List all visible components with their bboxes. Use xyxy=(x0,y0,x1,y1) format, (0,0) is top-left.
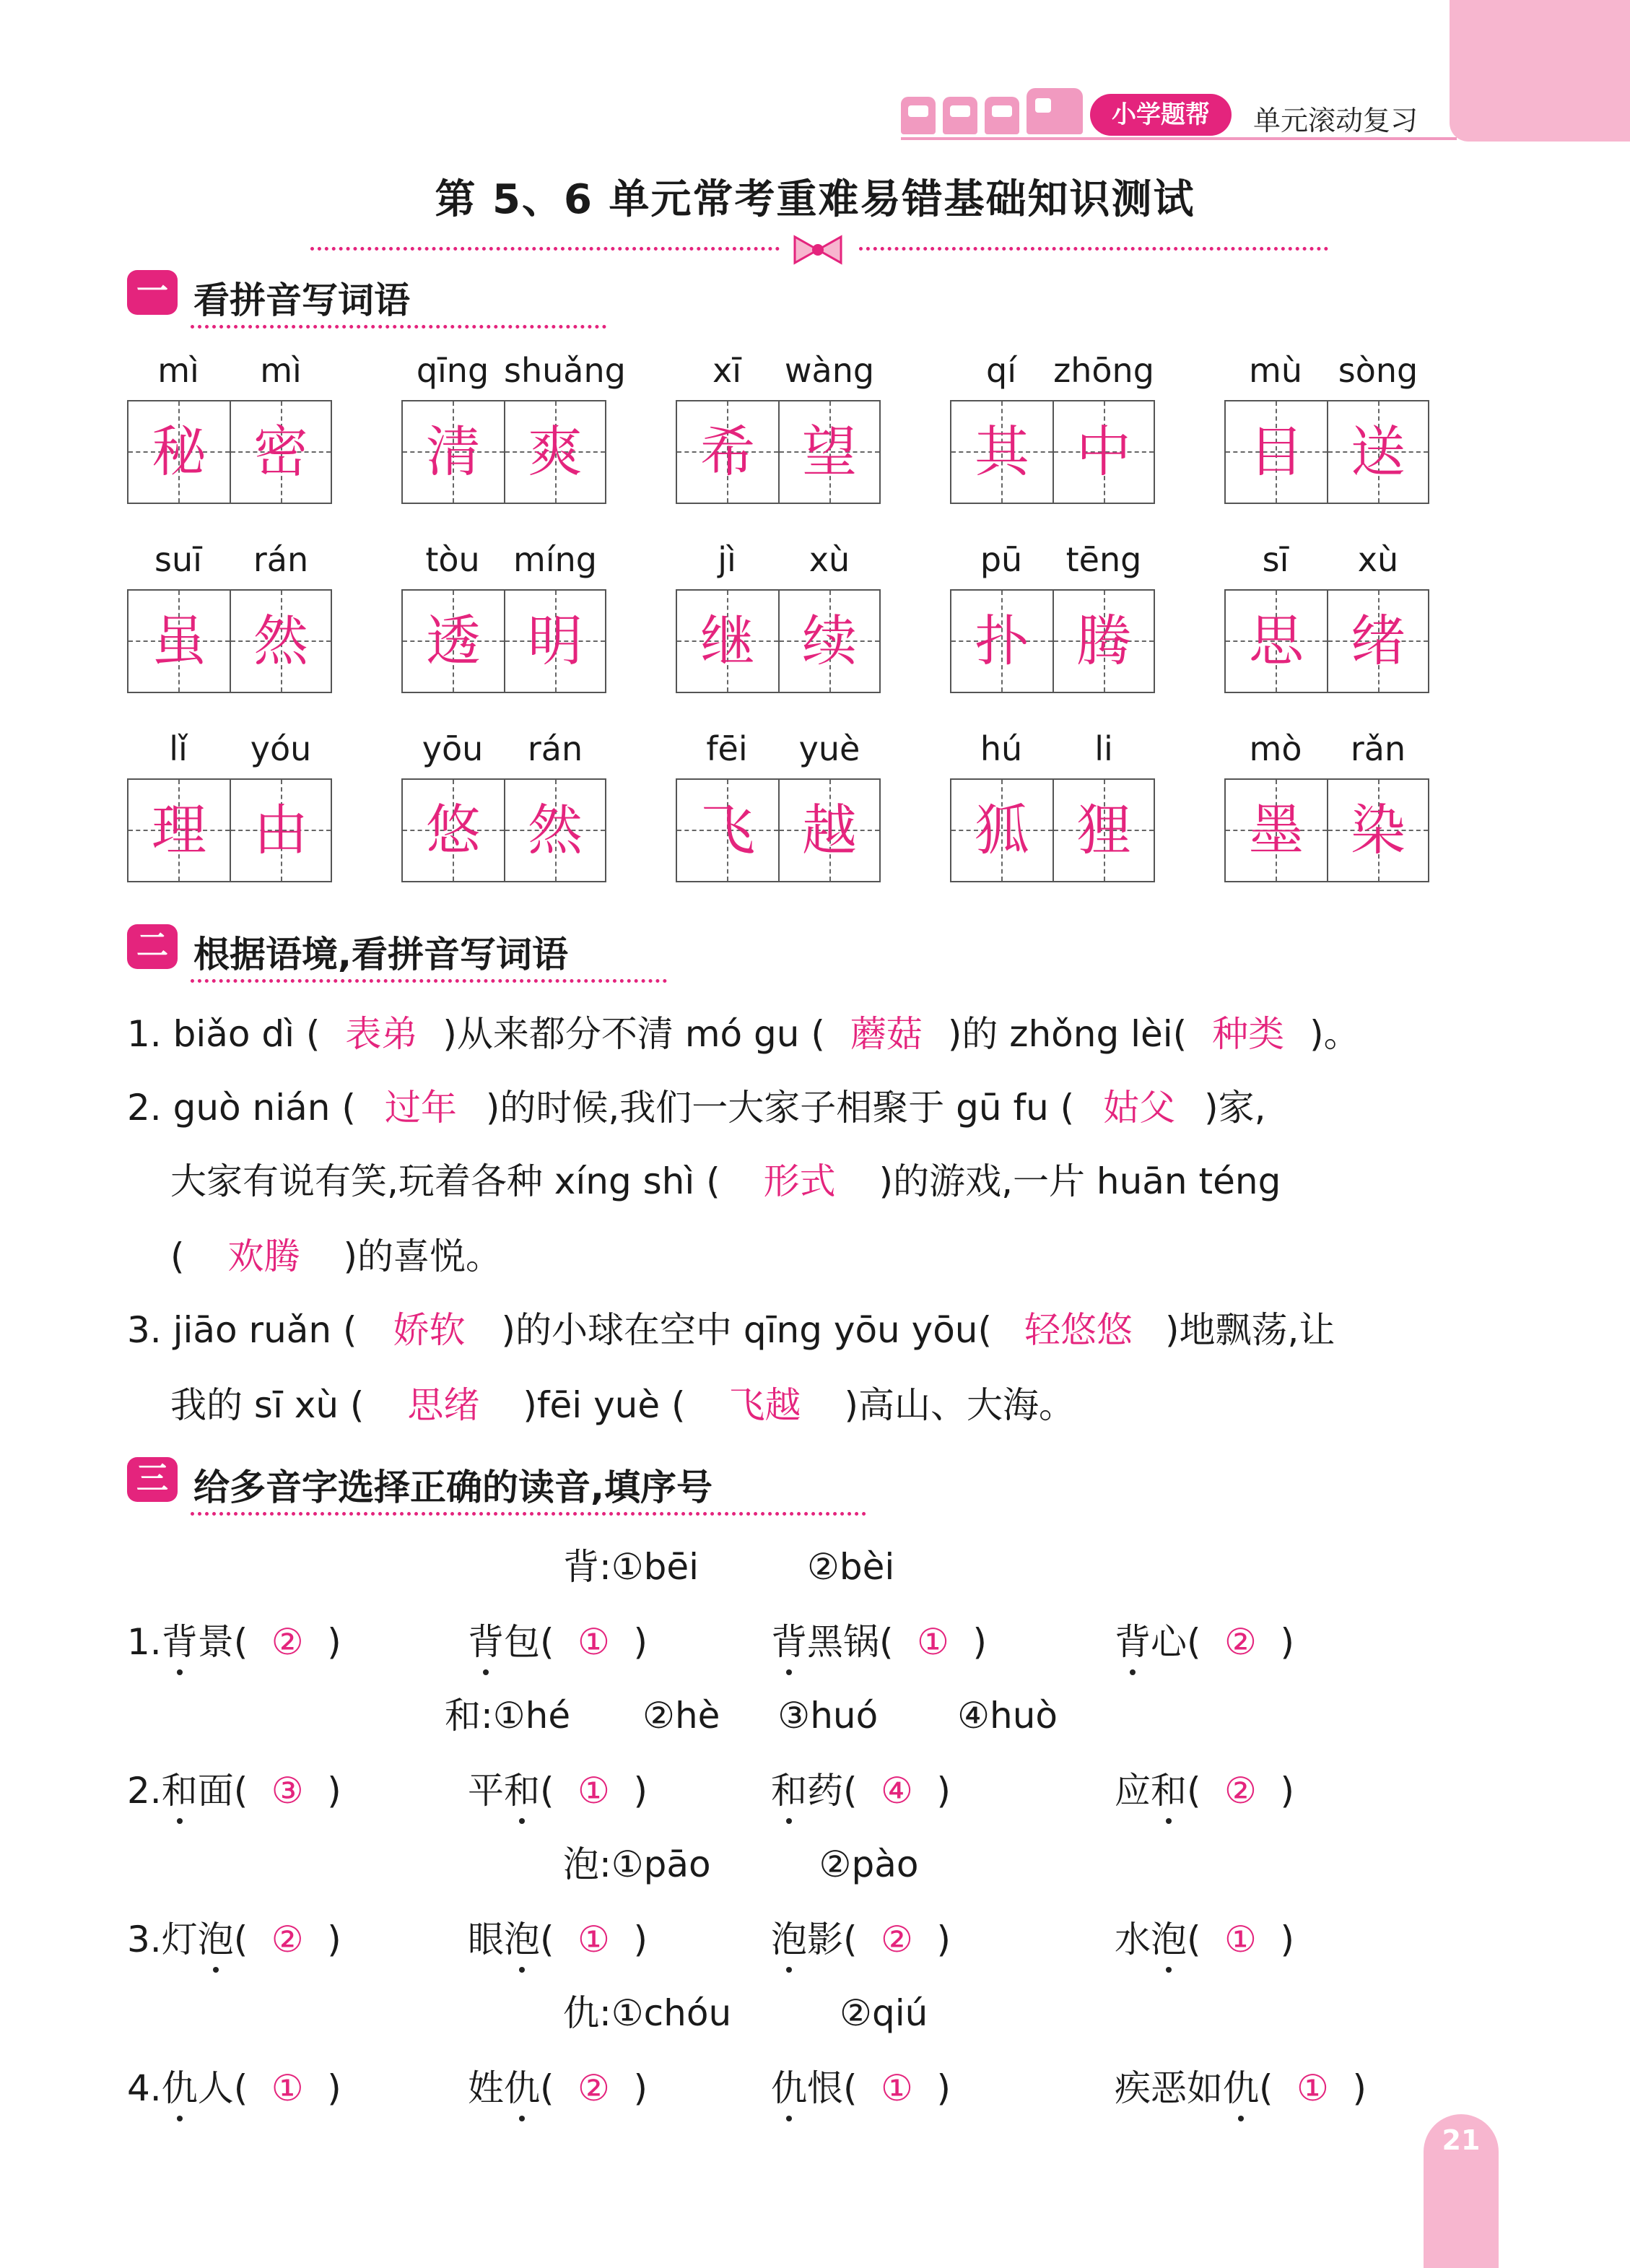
answer: ① xyxy=(1296,2067,1329,2109)
emphasis-dot-character: 仇 xyxy=(162,2059,198,2111)
polyphone-item: 应和( ② ) xyxy=(1115,1762,1294,1814)
polyphone-item: 水泡( ① ) xyxy=(1115,1911,1294,1963)
answer-character: 然 xyxy=(528,798,583,862)
answer: ② xyxy=(881,1919,913,1960)
corner-tab xyxy=(1450,0,1630,142)
page-number: 21 xyxy=(1442,2124,1481,2156)
pinyin-syllable: yōu xyxy=(422,729,484,768)
answer: ② xyxy=(1224,1621,1257,1663)
section-title: 根据语境,看拼音写词语 xyxy=(193,934,568,976)
pinyin-word-item xyxy=(401,540,606,693)
pinyin-syllable: yuè xyxy=(798,729,860,768)
writing-box xyxy=(1052,401,1154,503)
question-2-line-2: 大家有说有笑,玩着各种 xíng shì ( 形式 )的游戏,一片 huān téng xyxy=(170,1160,1281,1202)
emphasis-dot-character: 和 xyxy=(504,1762,540,1814)
emphasis-dot-character: 泡 xyxy=(198,1911,234,1963)
writing-box xyxy=(1052,780,1154,881)
answer-character: 清 xyxy=(426,420,481,484)
answer-character: 继 xyxy=(700,609,755,673)
pinyin-syllable: fēi xyxy=(706,729,748,768)
answer: 娇软 xyxy=(393,1309,466,1351)
pinyin-syllable: rán xyxy=(527,729,583,768)
emphasis-dot-character: 和 xyxy=(1151,1762,1187,1814)
emphasis-dot-character: 仇 xyxy=(1223,2059,1259,2111)
pinyin-row xyxy=(676,729,881,771)
writing-boxes xyxy=(950,778,1155,882)
answer: ① xyxy=(271,2067,304,2109)
section-underline xyxy=(191,325,606,329)
section-number: 二 xyxy=(127,924,178,969)
writing-box xyxy=(951,780,1052,881)
answer: ② xyxy=(1224,1770,1257,1812)
polyphone-item: 2.和面( ③ ) xyxy=(127,1762,341,1814)
answer-character: 越 xyxy=(802,798,857,862)
polyphone-item: 3.灯泡( ② ) xyxy=(127,1911,341,1963)
writing-box xyxy=(951,591,1052,692)
answer: ① xyxy=(917,1621,949,1663)
pronunciation-key: 仇:①chóu ②qiú xyxy=(563,1992,928,2034)
pinyin-syllable: zhōng xyxy=(1053,351,1154,390)
writing-box xyxy=(677,780,778,881)
pinyin-syllable: suī xyxy=(154,540,202,579)
writing-boxes xyxy=(127,589,332,693)
pinyin-word-item xyxy=(127,351,332,504)
pinyin-syllable: tēng xyxy=(1065,540,1142,579)
pinyin-syllable: rǎn xyxy=(1350,729,1406,768)
answer: 表弟 xyxy=(345,1013,418,1055)
answer: ④ xyxy=(881,1770,913,1812)
section-number: 一 xyxy=(127,270,178,315)
answer-character: 中 xyxy=(1076,420,1131,484)
answer: 轻悠悠 xyxy=(1024,1309,1133,1351)
answer: 蘑菇 xyxy=(850,1013,923,1055)
answer: 欢腾 xyxy=(227,1235,300,1277)
section-title: 给多音字选择正确的读音,填序号 xyxy=(193,1467,712,1508)
pinyin-word-item xyxy=(127,540,332,693)
writing-box xyxy=(403,401,504,503)
answer-character: 飞 xyxy=(700,798,755,862)
section-title: 看拼音写词语 xyxy=(193,279,410,321)
pinyin-row xyxy=(676,540,881,582)
pinyin-row xyxy=(1224,729,1429,771)
writing-box xyxy=(1327,780,1428,881)
answer: 姑父 xyxy=(1103,1087,1176,1129)
pinyin-row xyxy=(676,351,881,393)
answer: ① xyxy=(1224,1919,1257,1960)
pinyin-word-item xyxy=(676,729,881,882)
question-3-line-2: 我的 sī xù ( 思绪 )fēi yuè ( 飞越 )高山、大海。 xyxy=(170,1384,1076,1426)
answer-character: 染 xyxy=(1351,798,1405,862)
pinyin-syllable: hú xyxy=(980,729,1023,768)
pinyin-word-item xyxy=(950,729,1155,882)
pinyin-syllable: xī xyxy=(712,351,741,390)
writing-box xyxy=(230,401,331,503)
writing-box xyxy=(778,591,879,692)
answer-character: 爽 xyxy=(528,420,583,484)
pinyin-syllable: pū xyxy=(980,540,1023,579)
pinyin-syllable: xù xyxy=(1357,540,1399,579)
pinyin-row xyxy=(1224,351,1429,393)
pinyin-syllable: qí xyxy=(986,351,1016,390)
writing-boxes xyxy=(676,400,881,504)
writing-box xyxy=(128,591,230,692)
emphasis-dot-character: 泡 xyxy=(1151,1911,1187,1963)
writing-box xyxy=(230,591,331,692)
pinyin-syllable: qīng xyxy=(416,351,489,390)
pinyin-syllable: mù xyxy=(1249,351,1302,390)
polyphone-item: 平和( ① ) xyxy=(468,1762,648,1814)
pinyin-row xyxy=(950,351,1155,393)
title-divider-right xyxy=(859,247,1328,251)
writing-box xyxy=(1052,591,1154,692)
writing-boxes xyxy=(401,778,606,882)
answer-character: 目 xyxy=(1249,420,1304,484)
answer-character: 明 xyxy=(528,609,583,673)
answer: ① xyxy=(578,1919,610,1960)
question-1: 1. biǎo dì ( 表弟 )从来都分不清 mó gu ( 蘑菇 )的 zhǒng lèi( 种类 )。 xyxy=(127,1013,1360,1055)
answer: 过年 xyxy=(384,1087,457,1129)
answer-character: 腾 xyxy=(1076,609,1131,673)
polyphone-item: 背黑锅( ① ) xyxy=(771,1613,987,1665)
section-underline xyxy=(191,979,667,983)
writing-boxes xyxy=(950,400,1155,504)
answer: 形式 xyxy=(763,1160,836,1202)
emphasis-dot-character: 背 xyxy=(771,1613,807,1665)
answer-character: 秘 xyxy=(152,420,206,484)
pinyin-row xyxy=(401,729,606,771)
pinyin-word-item xyxy=(1224,351,1429,504)
answer: 飞越 xyxy=(728,1384,801,1426)
writing-boxes xyxy=(676,778,881,882)
pinyin-word-item xyxy=(676,540,881,693)
answer-character: 狸 xyxy=(1076,798,1131,862)
section-underline xyxy=(191,1512,866,1516)
writing-boxes xyxy=(127,778,332,882)
train-icon xyxy=(901,88,1083,134)
polyphone-item: 泡影( ② ) xyxy=(771,1911,951,1963)
polyphone-item: 1.背景( ② ) xyxy=(127,1613,341,1665)
answer-character: 狐 xyxy=(975,798,1029,862)
emphasis-dot-character: 仇 xyxy=(504,2059,540,2111)
answer-character: 思 xyxy=(1249,609,1304,673)
pinyin-word-item xyxy=(950,540,1155,693)
writing-box xyxy=(677,401,778,503)
pinyin-row xyxy=(401,540,606,582)
answer-character: 悠 xyxy=(426,798,481,862)
emphasis-dot-character: 背 xyxy=(1115,1613,1151,1665)
pinyin-word-item xyxy=(1224,540,1429,693)
writing-box xyxy=(403,780,504,881)
emphasis-dot-character: 和 xyxy=(771,1762,807,1814)
pronunciation-key: 泡:①pāo ②pào xyxy=(563,1843,919,1885)
writing-boxes xyxy=(401,400,606,504)
writing-box xyxy=(1226,401,1327,503)
bow-icon xyxy=(790,234,845,266)
pinyin-syllable: sòng xyxy=(1338,351,1418,390)
writing-box xyxy=(1226,591,1327,692)
writing-box xyxy=(230,780,331,881)
header-title: 单元滚动复习 xyxy=(1253,105,1418,136)
answer-character: 希 xyxy=(700,420,755,484)
writing-box xyxy=(1327,401,1428,503)
pinyin-row xyxy=(127,351,332,393)
pinyin-word-item xyxy=(401,351,626,504)
answer-character: 望 xyxy=(802,420,857,484)
question-3-line-1: 3. jiāo ruǎn ( 娇软 )的小球在空中 qīng yōu yōu( 轻悠悠 )地飘荡,让 xyxy=(127,1309,1335,1351)
pinyin-row xyxy=(127,540,332,582)
pinyin-syllable: mò xyxy=(1249,729,1302,768)
answer-character: 续 xyxy=(802,609,857,673)
pinyin-syllable: rán xyxy=(253,540,309,579)
polyphone-item: 背包( ① ) xyxy=(468,1613,648,1665)
answer-character: 透 xyxy=(426,609,481,673)
pinyin-syllable: li xyxy=(1094,729,1113,768)
pinyin-syllable: lǐ xyxy=(169,729,188,768)
pinyin-syllable: sī xyxy=(1262,540,1289,579)
title-divider-left xyxy=(310,247,780,251)
pinyin-word-item xyxy=(1224,729,1429,882)
answer-character: 扑 xyxy=(975,609,1029,673)
polyphone-item: 仇恨( ① ) xyxy=(771,2059,951,2111)
pinyin-word-item xyxy=(401,729,606,882)
writing-boxes xyxy=(1224,589,1429,693)
answer: 思绪 xyxy=(407,1384,480,1426)
writing-box xyxy=(1226,780,1327,881)
pinyin-syllable: shuǎng xyxy=(504,351,626,390)
emphasis-dot-character: 泡 xyxy=(771,1911,807,1963)
answer-character: 虽 xyxy=(152,609,206,673)
answer-character: 其 xyxy=(975,420,1029,484)
pronunciation-key: 和:①hé ②hè ③huó ④huò xyxy=(445,1695,1058,1737)
pinyin-syllable: xù xyxy=(809,540,850,579)
writing-box xyxy=(128,401,230,503)
polyphone-item: 4.仇人( ① ) xyxy=(127,2059,341,2111)
polyphone-item: 姓仇( ② ) xyxy=(468,2059,648,2111)
polyphone-item: 疾恶如仇( ① ) xyxy=(1115,2059,1367,2111)
pinyin-row xyxy=(950,729,1155,771)
pinyin-row xyxy=(127,729,332,771)
pinyin-word-item xyxy=(950,351,1155,504)
section-number: 三 xyxy=(127,1457,178,1502)
answer: 种类 xyxy=(1212,1013,1285,1055)
answer: ③ xyxy=(271,1770,304,1812)
answer: ① xyxy=(578,1621,610,1663)
answer-character: 由 xyxy=(253,798,308,862)
polyphone-item: 和药( ④ ) xyxy=(771,1762,951,1814)
page-title: 第 5、6 单元常考重难易错基础知识测试 xyxy=(435,176,1195,223)
pinyin-syllable: tòu xyxy=(425,540,480,579)
answer-character: 绪 xyxy=(1351,609,1405,673)
question-2-line-1: 2. guò nián ( 过年 )的时候,我们一大家子相聚于 gū fu ( 姑父 )家, xyxy=(127,1087,1266,1129)
polyphone-item: 眼泡( ① ) xyxy=(468,1911,648,1963)
answer-character: 密 xyxy=(253,420,308,484)
writing-box xyxy=(951,401,1052,503)
question-2-line-3: ( 欢腾 )的喜悦。 xyxy=(170,1235,502,1277)
answer: ① xyxy=(578,1770,610,1812)
answer: ① xyxy=(881,2067,913,2109)
writing-box xyxy=(778,780,879,881)
answer-character: 然 xyxy=(253,609,308,673)
pinyin-word-item xyxy=(676,351,881,504)
writing-box xyxy=(504,401,605,503)
writing-box xyxy=(504,591,605,692)
pinyin-syllable: míng xyxy=(513,540,597,579)
emphasis-dot-character: 仇 xyxy=(771,2059,807,2111)
writing-box xyxy=(403,591,504,692)
writing-boxes xyxy=(1224,778,1429,882)
pinyin-syllable: mì xyxy=(157,351,199,390)
pinyin-syllable: wàng xyxy=(784,351,875,390)
writing-boxes xyxy=(950,589,1155,693)
header-divider xyxy=(901,137,1457,140)
pinyin-syllable: mì xyxy=(260,351,302,390)
emphasis-dot-character: 背 xyxy=(162,1613,198,1665)
writing-box xyxy=(677,591,778,692)
emphasis-dot-character: 和 xyxy=(162,1762,198,1814)
writing-box xyxy=(128,780,230,881)
answer: ② xyxy=(271,1919,304,1960)
pinyin-row xyxy=(401,351,626,393)
writing-boxes xyxy=(401,589,606,693)
brand-badge: 小学题帮 xyxy=(1090,94,1232,136)
writing-boxes xyxy=(1224,400,1429,504)
pinyin-row xyxy=(950,540,1155,582)
pinyin-word-item xyxy=(127,729,332,882)
emphasis-dot-character: 泡 xyxy=(504,1911,540,1963)
pinyin-row xyxy=(1224,540,1429,582)
writing-boxes xyxy=(676,589,881,693)
answer: ② xyxy=(578,2067,610,2109)
answer: ② xyxy=(271,1621,304,1663)
answer-character: 理 xyxy=(152,798,206,862)
answer-character: 送 xyxy=(1351,420,1405,484)
polyphone-item: 背心( ② ) xyxy=(1115,1613,1294,1665)
pronunciation-key: 背:①bēi ②bèi xyxy=(563,1546,895,1588)
writing-boxes xyxy=(127,400,332,504)
writing-box xyxy=(504,780,605,881)
pinyin-syllable: yóu xyxy=(250,729,312,768)
emphasis-dot-character: 背 xyxy=(468,1613,504,1665)
writing-box xyxy=(778,401,879,503)
writing-box xyxy=(1327,591,1428,692)
pinyin-syllable: jì xyxy=(718,540,736,579)
answer-character: 墨 xyxy=(1249,798,1304,862)
